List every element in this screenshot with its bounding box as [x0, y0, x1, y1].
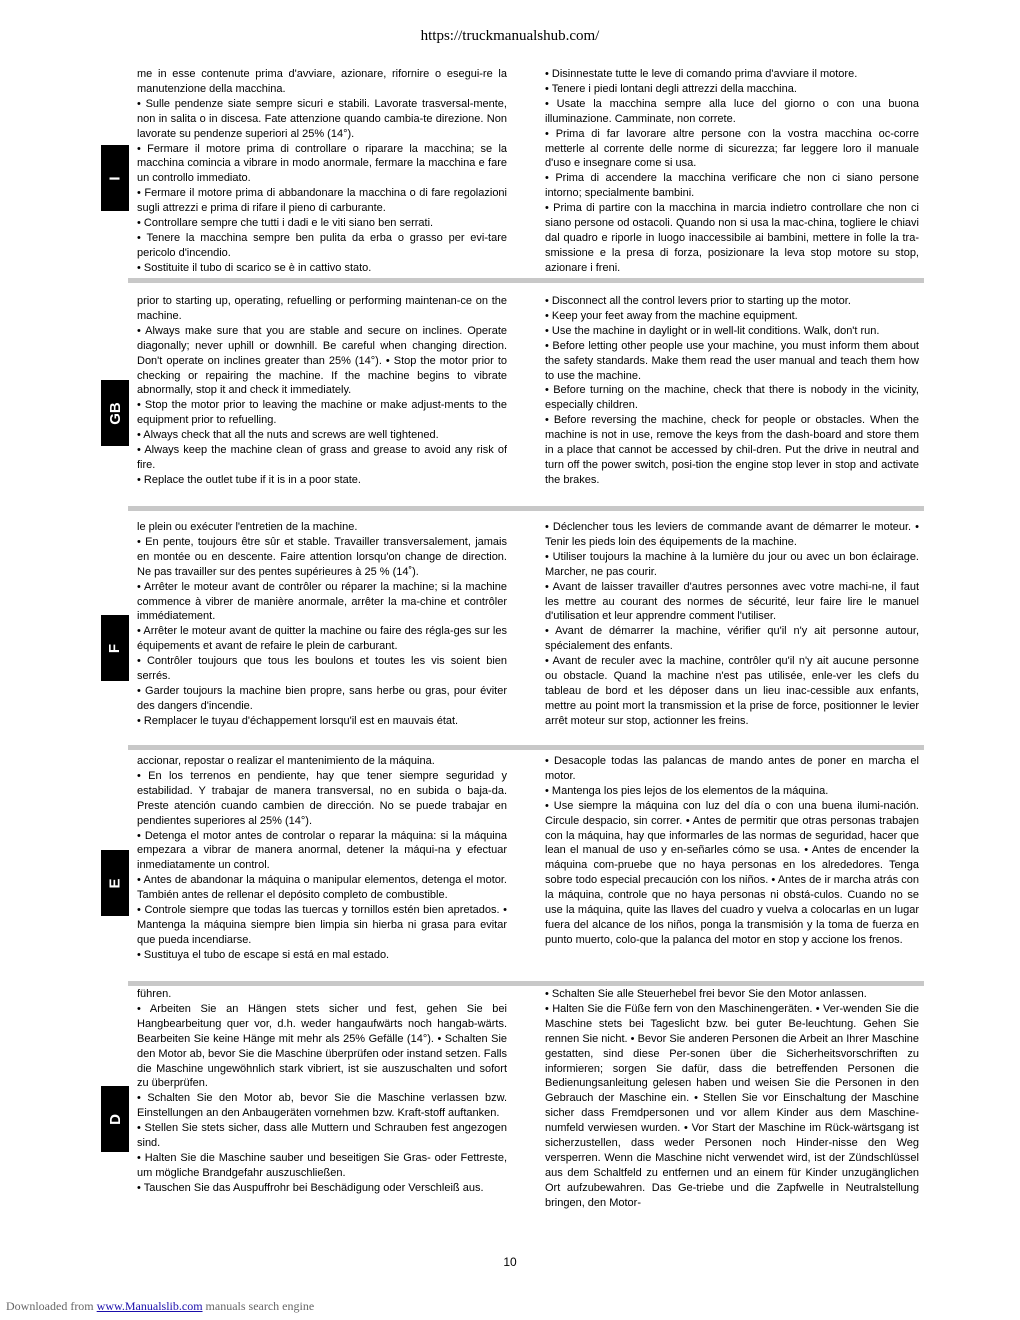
paragraph: prior to starting up, operating, refuelling or performing maintenan-ce on the machine.	[137, 295, 507, 322]
paragraph: me in esse contenute prima d'avviare, azionare, rifornire o esegui-re la manutenzione della macchina.	[137, 68, 507, 95]
paragraph: • Use siempre la máquina con luz del día o con una buena ilumi-nación. Circule despacio, sin correr. • Antes de permitir que otras personas trabajen con la máquina, hay que informarles de las normas de seguridad, hacer que lean el manual de uso y en-señarles cómo se usa. • Antes de encender la máquina com-pruebe que no haya personas en los alrededores. Tenga sobre todo especial precaución con los niños. • Antes de ir marcha atrás con la máquina, controle que no haya personas ni obstá-culos. Cuando no se use la máquina, quite las llaves del cuadro y vuelva a colocarlas en un lugar fuera del alcance de los niños, ponga la transmisión y la toma de fuerza en punto muerto, colo-que la palanca del motor en stop y accione los frenos.	[545, 799, 919, 946]
paragraph: • Contrôler toujours que tous les boulons et toutes les vis soient bien serrés.	[137, 655, 507, 683]
paragraph: • Sostituite il tubo di scarico se è in cattivo stato.	[137, 261, 372, 274]
section-spanish	[128, 754, 924, 979]
paragraph: • En los terrenos en pendiente, hay que tener siempre seguridad y estabilidad. Y trabajar de manera transversal, no en subida o baja-da. Preste atención cuando cambien de dirección. No se puede trabajar en pendientes superiores al 25% (14°).	[137, 769, 507, 827]
language-tab-german: D	[101, 1086, 129, 1152]
paragraph: • Schalten Sie alle Steuerhebel frei bevor Sie den Motor anlassen.	[545, 988, 867, 1000]
language-tab-italian: I	[101, 145, 129, 211]
paragraph: • Prima di accendere la macchina verificare che non ci siano persone intorno; specialmente bambini.	[545, 172, 919, 200]
paragraph: • Prima di partire con la macchina in marcia indietro controllare che non ci siano persone od ostacoli. Quando non si usa la mac-china, togliere le chiavi dal quadro e riporle in luogo inaccessibile ai bambini, mettere in folle la tra-smissione e la presa di forza, posizionare la leva stop motore su stop, azionare i freni.	[545, 202, 919, 274]
paragraph: • Arbeiten Sie an Hängen stets sicher und fest, gehen Sie bei Hangbearbeitung quer vor, d.h. weder hangaufwärts noch hangab-wärts. Bearbeiten Sie keine Hänge mit mehr als 25% Gefälle (14°). • Schalten Sie den Motor ab, bevor Sie die Maschine überprüfen oder instand setzen. Falls die Maschine ungewöhnlich stark vibriert, ist sie auszuschalten und sofort zu überprüfen.	[137, 1002, 507, 1090]
paragraph: • Avant de reculer avec la machine, contrôler qu'il n'y ait aucune personne ou obstacle. Quand la machine n'est pas utilisée, enle-ver les clefs du tableau de bord et les déposer dans un lieu inac-cessible aux enfants, mettre au point mort la transmission et la prise de force, positionner le levier arrêt moteur sur stop, actionner les freins.	[545, 655, 919, 727]
paragraph: • Tauschen Sie das Auspuffrohr bei Beschädigung oder Verschleiß aus.	[137, 1181, 484, 1194]
paragraph: • Tenere la macchina sempre ben pulita da erba o grasso per evi-tare pericolo d'incendio.	[137, 231, 507, 259]
paragraph: • Before turning on the machine, check that there is nobody in the vicinity, especially children.	[545, 384, 919, 412]
section-german	[128, 987, 924, 1227]
paragraph: • Use the machine in daylight or in well-lit conditions. Walk, don't run.	[545, 324, 880, 337]
paragraph: • Disconnect all the control levers prior to starting up the motor.	[545, 295, 851, 307]
english-right-column	[545, 294, 919, 488]
french-left-column	[137, 520, 507, 729]
paragraph: • Avant de laisser travailler d'autres personnes avec votre machi-ne, il faut les mettre au courant des normes de sécurité, leur faire lire le manuel d'utilisation et leur apprendre comment l'utiliser.	[545, 580, 919, 623]
paragraph: • Keep your feet away from the machine equipment.	[545, 309, 798, 322]
paragraph: • Déclencher tous les leviers de commande avant de démarrer le moteur. • Tenir les pieds loin des équipements de la machine.	[545, 521, 919, 548]
section-english	[128, 294, 924, 502]
paragraph: • Controllare sempre che tutti i dadi e le viti siano ben serrati.	[137, 217, 434, 230]
paragraph: • Avant de démarrer la machine, vérifier qu'il n'y ait personne autour, spécialement des enfants.	[545, 625, 919, 653]
french-right-column	[545, 520, 919, 729]
spanish-right-column	[545, 754, 919, 948]
footer-prefix: Downloaded from	[6, 1299, 94, 1313]
paragraph: • Always keep the machine clean of grass and grease to avoid any risk of fire.	[137, 444, 507, 471]
paragraph: • Arrêter le moteur avant de contrôler ou réparer la machine; si la machine commence à vibrer de manière anormale, arrêter la ma-chine et contrôler immédiatement.	[137, 580, 507, 623]
footer	[6, 1299, 314, 1314]
paragraph: • Arrêter le moteur avant de quitter la machine ou faire des régla-ges sur les équipements et avant de refaire le plein de carburant.	[137, 625, 507, 653]
language-tab-english: GB	[101, 380, 129, 446]
paragraph: • Utiliser toujours la machine à la lumière du jour ou avec un bon éclairage. Marcher, ne pas courir.	[545, 550, 919, 578]
paragraph: • Sulle pendenze siate sempre sicuri e stabili. Lavorate trasversal-mente, non in salita o in discesa. Fate attenzione quando cambia-te direzione. Non lavorate su pendenze superiori al 25% (14°).	[137, 97, 507, 140]
paragraph: • Mantenga los pies lejos de los elementos de la máquina.	[545, 784, 829, 797]
paragraph: le plein ou exécuter l'entretien de la machine.	[137, 521, 358, 533]
section-divider	[128, 278, 924, 283]
language-tab-french: F	[101, 615, 129, 681]
paragraph: • Disinnestate tutte le leve di comando prima d'avviare il motore.	[545, 68, 858, 80]
paragraph: führen.	[137, 988, 172, 1000]
paragraph: • En pente, toujours être sûr et stable. Travailler transversalement, jamais en montée ou en descente. Faire attention lorsqu'on change de direction. Ne pas travailler sur des pentes supérieures à 25 % (14˚).	[137, 535, 507, 578]
paragraph: accionar, repostar o realizar el mantenimiento de la máquina.	[137, 755, 435, 767]
paragraph: • Stellen Sie stets sicher, dass alle Muttern und Schrauben fest angezogen sind.	[137, 1122, 507, 1150]
spanish-left-column	[137, 754, 507, 963]
paragraph: • Tenere i piedi lontani degli attrezzi della macchina.	[545, 82, 797, 95]
footer-suffix: manuals search engine	[205, 1299, 315, 1313]
italian-right-column	[545, 67, 919, 276]
german-right-column	[545, 987, 919, 1211]
paragraph: • Remplacer le tuyau d'échappement lorsqu'il est en mauvais état.	[137, 714, 459, 727]
paragraph: • Replace the outlet tube if it is in a poor state.	[137, 473, 361, 486]
paragraph: • Detenga el motor antes de controlar o reparar la máquina: si la máquina empezara a vibrar de manera anormal, detener la máqui-na y efectuar inmediatamente un control.	[137, 829, 507, 872]
section-divider	[128, 981, 924, 986]
manualslib-link[interactable]: www.Manualslib.com	[96, 1299, 203, 1313]
paragraph: • Halten Sie die Füße fern von den Maschinengeräten. • Ver-wenden Sie die Maschine stets bei Tageslicht bzw. bei guter Be-leuchtung. Gehen Sie rennen Sie nicht. • Bevor Sie anderen Personen die Arbeit an Ihrer Maschine gestatten, sind diese Per-sonen über die Sicherheitsvorschriften zu informieren; sorgen Sie dafür, dass die betreffenden Personen die Bedienungsanleitung gelesen haben und weisen Sie die Personen in den Gebrauch der Maschine ein. • Stellen Sie vor Einschaltung der Maschine sicher dass Fremdpersonen und vor allem Kinder aus dem Maschine-numfeld verwiesen wurden. • Vor Start der Maschine im Rück-wärtsgang ist sicherzustellen, dass weder Personen noch Hinder-nisse den Weg versperren. Wenn die Maschine nicht verwendet wird, ist der Zündschlüssel aus dem Schaltfeld zu entfernen und an einem für Kinder unzugänglichen Ort aufzubewahren. Das Ge-triebe und die Zapfwelle in Neutralstellung bringen, den Motor-	[545, 1002, 919, 1209]
paragraph: • Desacople todas las palancas de mando antes de poner en marcha el motor.	[545, 755, 919, 782]
paragraph: • Fermare il motore prima di controllare o riparare la macchina; se la macchina comincia a vibrare in modo anormale, fermare la macchina e fare un controllo immediato.	[137, 142, 507, 185]
section-italian	[128, 67, 924, 275]
paragraph: • Stop the motor prior to leaving the machine or make adjust-ments to the equipment prior to refuelling.	[137, 399, 507, 427]
paragraph: • Always make sure that you are stable and secure on inclines. Operate diagonally; never uphill or downhill. Be careful when changing direction. Don't operate on inclines greater than 25% (14°). • Stop the motor prior to checking or repairing the machine. If the machine begins to vibrate abnormally, stop it and check it immediately.	[137, 324, 507, 397]
paragraph: • Halten Sie die Maschine sauber und beseitigen Sie Gras- oder Fettreste, um mögliche Brandgefahr auszuschließen.	[137, 1151, 507, 1179]
section-divider	[128, 745, 924, 750]
paragraph: • Prima di far lavorare altre persone con la vostra macchina oc-corre metterle al corrente delle norme di sicurezza; far leggere loro il manuale d'uso e insegnare come si usa.	[545, 127, 919, 170]
section-divider	[128, 506, 924, 511]
section-french	[128, 520, 924, 743]
paragraph: • Usate la macchina sempre alla luce del giorno o con una buona illuminazione. Camminate, non correte.	[545, 97, 919, 125]
page-number: 10	[503, 1255, 517, 1269]
language-tab-spanish: E	[101, 850, 129, 916]
paragraph: • Schalten Sie den Motor ab, bevor Sie die Maschine verlassen bzw. Einstellungen an den Anbaugeräten vornehmen bzw. Kraft-stoff auftanken.	[137, 1092, 507, 1120]
paragraph: • Always check that all the nuts and screws are well tightened.	[137, 429, 439, 442]
paragraph: • Sustituya el tubo de escape si está en mal estado.	[137, 948, 390, 961]
german-left-column	[137, 987, 507, 1196]
paragraph: • Before reversing the machine, check for people or obstacles. When the machine is not in use, remove the keys from the dash-board and store them in a place that cannot be accessed by chil-dren. Put the drive in neutral and turn off the power switch, posi-tion the engine stop lever in stop and activate the brakes.	[545, 414, 919, 486]
italian-left-column	[137, 67, 507, 276]
english-left-column	[137, 294, 507, 488]
header-url: https://truckmanualshub.com/	[420, 28, 600, 44]
paragraph: • Antes de abandonar la máquina o manipular elementos, detenga el motor. También antes de rellenar el depósito completo de combustible.	[137, 874, 507, 902]
paragraph: • Fermare il motore prima di abbandonare la macchina o di fare regolazioni sugli attrezzi e prima di rifare il pieno di carburante.	[137, 187, 507, 215]
paragraph: • Garder toujours la machine bien propre, sans herbe ou gras, pour éviter des dangers d'incendie.	[137, 684, 507, 712]
paragraph: • Controle siempre que todas las tuercas y tornillos estén bien apretados. • Mantenga la máquina siempre bien limpia sin hierba ni grasa para evitar que pueda incendiarse.	[137, 904, 507, 946]
paragraph: • Before letting other people use your machine, you must inform them about the safety standards. Make them read the user manual and teach them how to use the machine.	[545, 339, 919, 382]
